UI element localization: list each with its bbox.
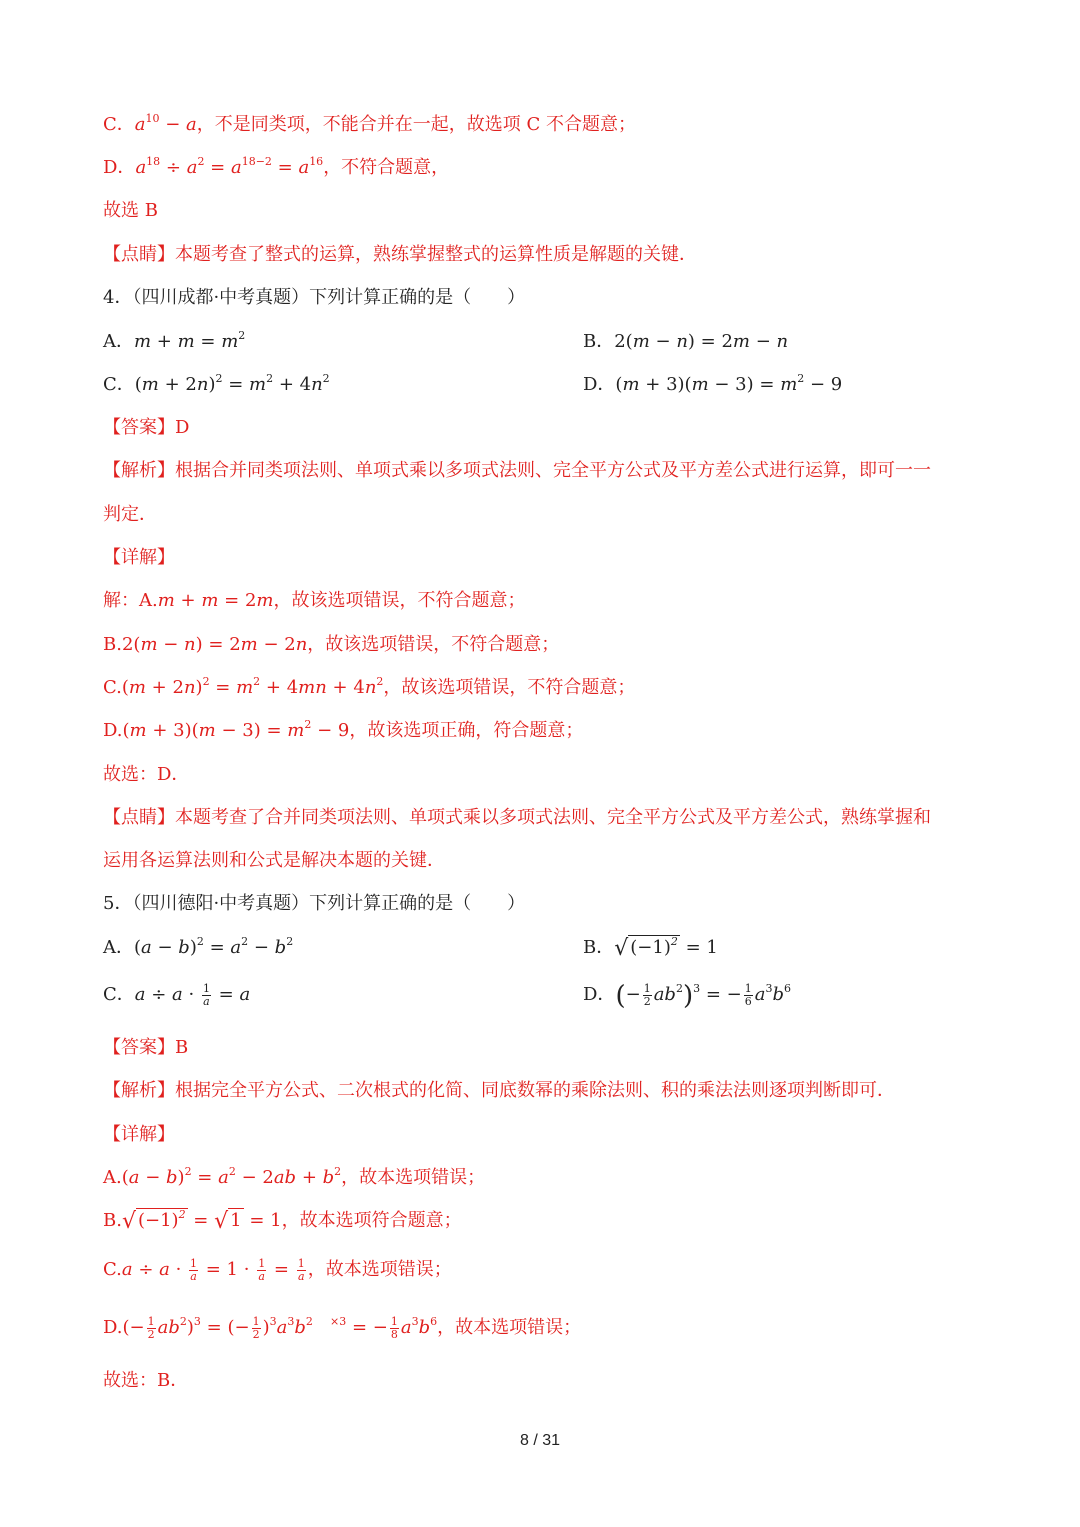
q4-analysis-line-1: 【解析】根据合并同类项法则、单项式乘以多项式法则、完全平方公式及平方差公式进行运算，即可一一 bbox=[103, 460, 931, 481]
q4-options-ab bbox=[103, 329, 980, 355]
q4-choose: 故选：D． bbox=[103, 764, 190, 785]
q4-option-b: B．2(m − n) = 2m − n bbox=[583, 331, 789, 352]
q5-detail-tag: 【详解】 bbox=[103, 1124, 175, 1145]
q5-solution-b: B.√ $(-1)^2$ = √ 1 = 1，故本选项符合题意； bbox=[103, 1208, 462, 1234]
q3-solution-option-d: D．$a^{18} \div a^2 = a^{18-2} = a^{16}$，不符合题意， bbox=[103, 155, 450, 178]
page-number: 8 / 31 bbox=[519, 1432, 561, 1449]
q4-option-a: A．$m + m = m^2$ bbox=[103, 329, 246, 352]
q3-choose: 故选 B bbox=[103, 200, 158, 221]
q5-option-d: D．(− $\frac{1}{2}$ $ab^2)^3$ = − $\frac{1}{6}$ $a^3b^6$ bbox=[583, 981, 791, 1011]
q3-comment: 【点睛】本题考查了整式的运算，熟练掌握整式的运算性质是解题的关键． bbox=[103, 244, 697, 265]
q4-answer: 【答案】D bbox=[103, 417, 190, 438]
q5-option-a: A．$(a - b)^2 = a^2 - b^2$ bbox=[103, 935, 294, 958]
q5-options-ab bbox=[103, 935, 980, 961]
q4-comment-line-2: 运用各运算法则和公式是解决本题的关键． bbox=[103, 850, 445, 871]
q4-solution-b: B.2(m − n) = 2m − 2n，故该选项错误，不符合题意； bbox=[103, 634, 560, 655]
q5-choose: 故选：B． bbox=[103, 1370, 189, 1391]
q5-answer: 【答案】B bbox=[103, 1037, 189, 1058]
q5-solution-c: C.a ÷ a · $\frac{1}{a}$ = 1 · $\frac{1}{a}$ = $\frac{1}{a}$ ，故本选项错误； bbox=[103, 1256, 452, 1283]
q4-solution-a: 解：A.m + m = 2m，故该选项错误，不符合题意； bbox=[103, 590, 526, 611]
q5-options-cd bbox=[103, 981, 980, 1011]
q4-option-d: D．$(m + 3)(m - 3) = m^2 - 9$ bbox=[583, 372, 843, 395]
comment-tag: 【点睛】 bbox=[103, 244, 175, 265]
q4-solution-d: $D.(m + 3)(m - 3) = m^2 - 9$，故该选项正确，符合题意； bbox=[103, 718, 584, 741]
q4-detail-tag: 【详解】 bbox=[103, 547, 175, 568]
q5-analysis: 【解析】根据完全平方公式、二次根式的化简、同底数幂的乘除法则、积的乘法法则逐项判断即可． bbox=[103, 1080, 895, 1101]
q5-option-c: C．a ÷ a · $\frac{1}{a}$ = a bbox=[103, 981, 251, 1008]
q5-solution-d: D.(− $\frac{1}{2}$ $ab^2)^3$ = (− $\frac{1}{2}$ )$^3a^3b^2$ $^{\times 3}$ = − $\frac{1}{8}$ $a^3b^6$，故本选项错误； bbox=[103, 1314, 582, 1341]
q3-solution-option-c: C．$a^{10} - a$，不是同类项，不能合并在一起，故选项 C 不合题意； bbox=[103, 112, 636, 135]
q5-stem: 5．（四川德阳·中考真题）下列计算正确的是（ ） bbox=[103, 893, 526, 914]
q4-options-cd bbox=[103, 372, 980, 398]
q4-option-c: C．$(m + 2n)^2 = m^2 + 4n^2$ bbox=[103, 372, 330, 395]
q5-option-b: B．√ $(-1)^2 = 1$ bbox=[583, 935, 718, 961]
q4-comment-line-1: 【点睛】本题考查了合并同类项法则、单项式乘以多项式法则、完全平方公式及平方差公式，熟练掌握和 bbox=[103, 807, 931, 828]
q5-solution-a: $A.(a - b)^2 = a^2 - 2ab + b^2$，故本选项错误； bbox=[103, 1165, 486, 1188]
q4-solution-c: $C.(m + 2n)^2 = m^2 + 4mn + 4n^2$，故该选项错误，不符合题意； bbox=[103, 675, 636, 698]
q4-analysis-line-2: 判定． bbox=[103, 504, 157, 525]
q4-stem: 4．（四川成都·中考真题）下列计算正确的是（ ） bbox=[103, 287, 526, 308]
